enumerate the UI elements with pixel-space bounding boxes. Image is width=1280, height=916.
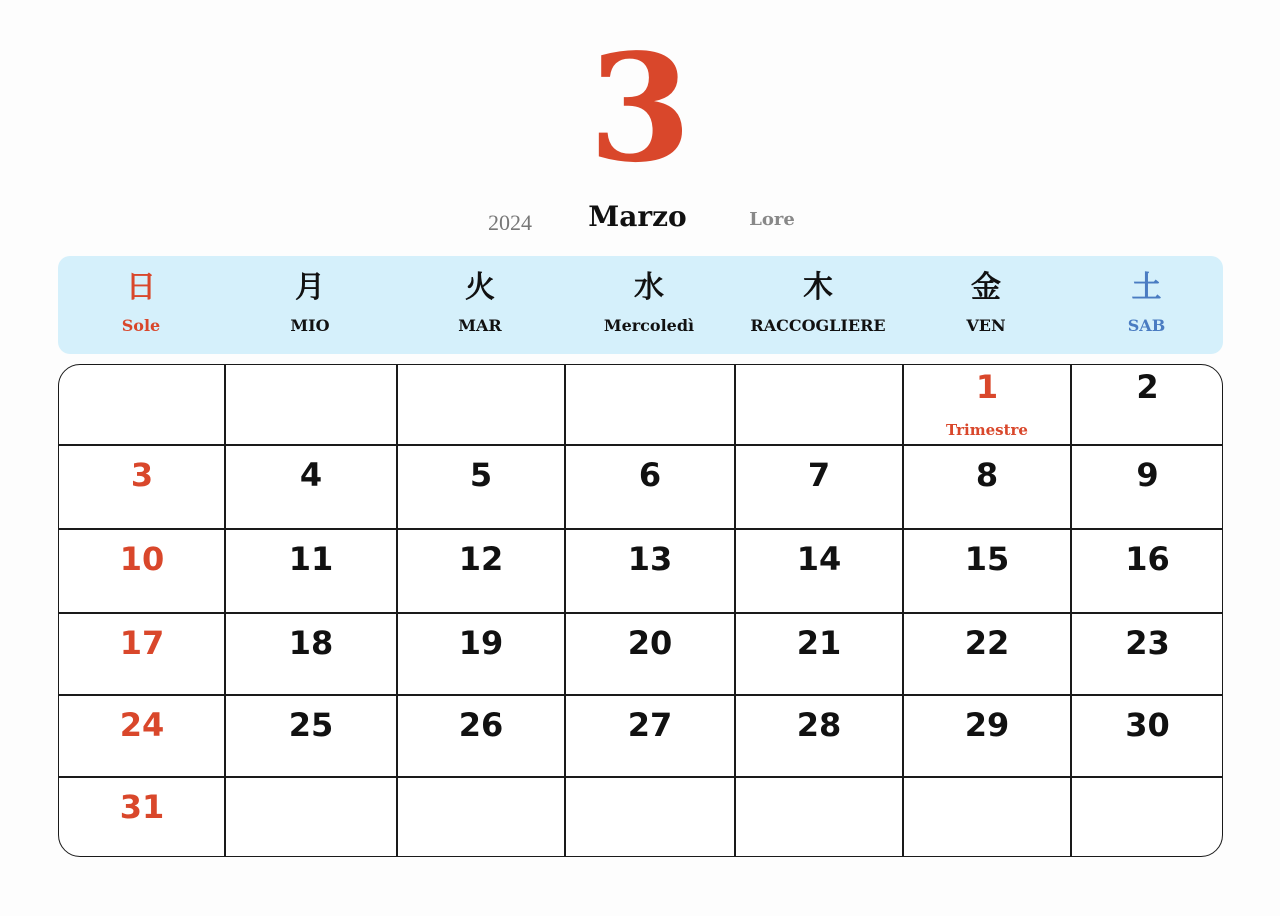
weekday-2 (396, 256, 564, 354)
day-cell[interactable]: 26 (458, 706, 504, 744)
weekday-kanji: 土 (1131, 270, 1162, 305)
weekday-label: RACCOGLIERE (750, 316, 886, 335)
day-cell[interactable]: 4 (299, 456, 323, 494)
day-cell[interactable]: 23 (1125, 624, 1170, 662)
weekday-label: MIO (290, 316, 330, 335)
weekday-kanji: 金 (971, 270, 1001, 305)
weekday-kanji: 水 (634, 270, 664, 305)
day-cell[interactable]: 1 (975, 368, 999, 406)
weekday-3 (564, 256, 734, 354)
month-number: 3 (588, 21, 692, 195)
weekday-label: SAB (1127, 316, 1166, 335)
weekday-kanji: 火 (465, 270, 495, 305)
day-cell[interactable]: 10 (119, 540, 165, 578)
extra-label: Lore (749, 209, 795, 230)
day-cell[interactable]: 3 (130, 456, 154, 494)
day-cell[interactable]: 9 (1136, 456, 1159, 494)
day-cell[interactable]: 20 (627, 624, 673, 662)
day-cell[interactable]: 14 (796, 540, 842, 578)
day-cell[interactable]: 29 (964, 706, 1010, 744)
weekday-5 (902, 256, 1070, 354)
weekday-1 (224, 256, 396, 354)
weekday-kanji: 木 (803, 270, 833, 305)
weekday-6 (1070, 256, 1223, 354)
calendar-grid (58, 364, 1223, 857)
day-cell[interactable]: 17 (119, 624, 165, 662)
day-cell[interactable]: 5 (469, 456, 493, 494)
weekday-0 (58, 256, 224, 354)
day-cell[interactable]: 13 (627, 540, 673, 578)
holiday-note: Trimestre (946, 421, 1028, 439)
grid-divider (59, 776, 1222, 778)
day-cell[interactable]: 6 (638, 456, 662, 494)
weekday-header (58, 256, 1223, 354)
day-cell[interactable]: 28 (796, 706, 842, 744)
weekday-label: MAR (458, 316, 502, 335)
day-cell[interactable]: 16 (1125, 540, 1170, 578)
grid-divider (59, 612, 1222, 614)
weekday-4 (734, 256, 902, 354)
day-cell[interactable]: 12 (458, 540, 504, 578)
weekday-kanji: 日 (126, 270, 156, 305)
day-cell[interactable]: 22 (964, 624, 1010, 662)
day-cell[interactable]: 18 (288, 624, 334, 662)
weekday-label: Sole (121, 316, 161, 335)
day-cell[interactable]: 27 (627, 706, 673, 744)
day-cell[interactable]: 19 (458, 624, 504, 662)
grid-divider (59, 444, 1222, 446)
grid-divider (59, 694, 1222, 696)
day-cell[interactable]: 7 (807, 456, 831, 494)
day-cell[interactable]: 21 (796, 624, 842, 662)
grid-divider (734, 365, 736, 856)
grid-divider (396, 365, 398, 856)
day-cell[interactable]: 11 (288, 540, 334, 578)
day-cell[interactable]: 2 (1136, 368, 1159, 406)
day-cell[interactable]: 8 (975, 456, 999, 494)
year-label: 2024 (488, 210, 532, 235)
day-cell[interactable]: 31 (119, 788, 165, 826)
weekday-label: Mercoledì (603, 316, 695, 335)
day-cell[interactable]: 15 (964, 540, 1010, 578)
grid-divider (59, 528, 1222, 530)
day-cell[interactable]: 30 (1125, 706, 1170, 744)
month-name: Marzo (588, 200, 687, 233)
day-cell[interactable]: 24 (119, 706, 165, 744)
weekday-label: VEN (966, 316, 1006, 335)
weekday-kanji: 月 (295, 270, 325, 305)
day-cell[interactable]: 25 (288, 706, 334, 744)
grid-divider (224, 365, 226, 856)
grid-divider (564, 365, 566, 856)
